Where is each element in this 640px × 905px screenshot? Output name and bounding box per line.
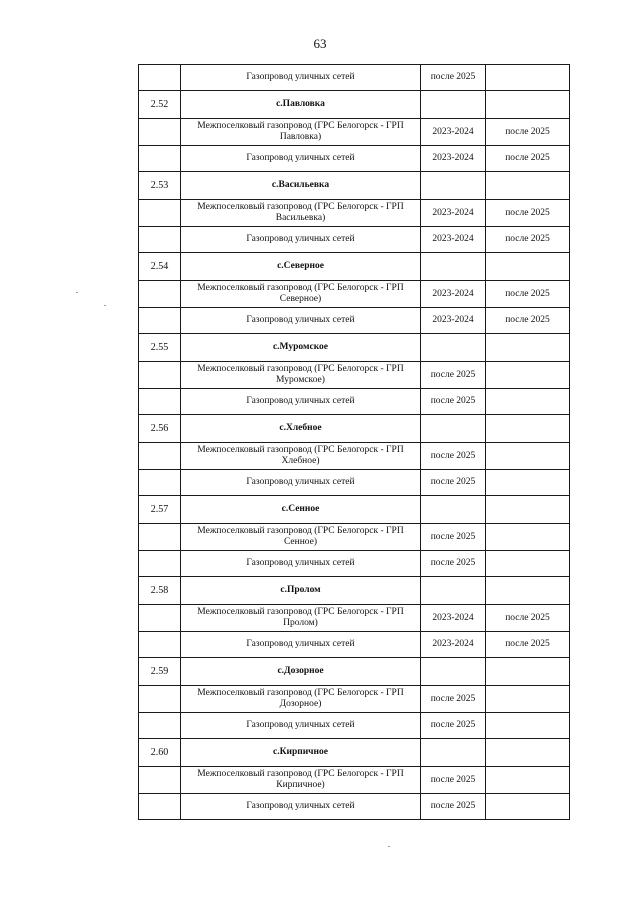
period-1-cell: после 2025 xyxy=(421,470,486,496)
period-2-cell xyxy=(486,91,570,119)
locality-name-cell: с.Васильевка xyxy=(181,172,421,200)
period-1-cell xyxy=(421,334,486,362)
pipeline-row xyxy=(139,308,570,334)
row-number-cell xyxy=(139,632,181,658)
pipeline-row xyxy=(139,551,570,577)
row-number-cell xyxy=(139,65,181,91)
pipeline-row xyxy=(139,632,570,658)
period-2-cell: после 2025 xyxy=(486,200,570,227)
period-1-cell: 2023-2024 xyxy=(421,227,486,253)
pipeline-name-cell: Газопровод уличных сетей xyxy=(181,308,421,334)
period-2-cell: после 2025 xyxy=(486,632,570,658)
row-number-cell: 2.55 xyxy=(139,334,181,362)
period-1-cell: после 2025 xyxy=(421,524,486,551)
period-2-cell xyxy=(486,470,570,496)
pipeline-name-cell: Межпоселковый газопровод (ГРС Белогорск - ГРП Сенное) xyxy=(181,524,421,551)
period-1-cell xyxy=(421,91,486,119)
period-1-cell xyxy=(421,739,486,767)
pipeline-row xyxy=(139,443,570,470)
pipeline-name-cell: Межпоселковый газопровод (ГРС Белогорск - ГРП Дозорное) xyxy=(181,686,421,713)
period-1-cell: после 2025 xyxy=(421,551,486,577)
pipeline-row xyxy=(139,146,570,172)
locality-row xyxy=(139,334,570,362)
pipeline-row xyxy=(139,470,570,496)
row-number-cell: 2.57 xyxy=(139,496,181,524)
row-number-cell xyxy=(139,227,181,253)
page-number: 63 xyxy=(313,36,327,51)
locality-row xyxy=(139,658,570,686)
period-2-cell xyxy=(486,658,570,686)
row-number-cell xyxy=(139,281,181,308)
pipeline-name-cell: Межпоселковый газопровод (ГРС Белогорск - ГРП Северное) xyxy=(181,281,421,308)
row-number-cell: 2.59 xyxy=(139,658,181,686)
period-1-cell xyxy=(421,415,486,443)
schedule-table-body xyxy=(139,65,570,820)
period-2-cell: после 2025 xyxy=(486,281,570,308)
period-1-cell: после 2025 xyxy=(421,362,486,389)
scan-speck xyxy=(388,846,390,847)
row-number-cell: 2.56 xyxy=(139,415,181,443)
locality-name-cell: с.Северное xyxy=(181,253,421,281)
row-number-cell xyxy=(139,794,181,820)
row-number-cell: 2.54 xyxy=(139,253,181,281)
period-2-cell xyxy=(486,713,570,739)
pipeline-name-cell: Газопровод уличных сетей xyxy=(181,632,421,658)
row-number-cell: 2.53 xyxy=(139,172,181,200)
pipeline-name-cell: Газопровод уличных сетей xyxy=(181,65,421,91)
locality-name-cell: с.Пролом xyxy=(181,577,421,605)
period-2-cell xyxy=(486,443,570,470)
pipeline-row xyxy=(139,362,570,389)
pipeline-row xyxy=(139,794,570,820)
period-1-cell xyxy=(421,658,486,686)
gas-pipeline-schedule-table xyxy=(138,64,570,820)
period-1-cell: 2023-2024 xyxy=(421,281,486,308)
row-number-cell xyxy=(139,146,181,172)
pipeline-name-cell: Газопровод уличных сетей xyxy=(181,551,421,577)
period-2-cell xyxy=(486,686,570,713)
row-number-cell xyxy=(139,524,181,551)
period-2-cell xyxy=(486,767,570,794)
pipeline-name-cell: Межпоселковый газопровод (ГРС Белогорск - ГРП Павловка) xyxy=(181,119,421,146)
pipeline-name-cell: Межпоселковый газопровод (ГРС Белогорск - ГРП Хлебное) xyxy=(181,443,421,470)
pipeline-name-cell: Межпоселковый газопровод (ГРС Белогорск - ГРП Васильевка) xyxy=(181,200,421,227)
row-number-cell: 2.58 xyxy=(139,577,181,605)
period-1-cell: 2023-2024 xyxy=(421,632,486,658)
pipeline-name-cell: Газопровод уличных сетей xyxy=(181,794,421,820)
pipeline-name-cell: Газопровод уличных сетей xyxy=(181,389,421,415)
row-number-cell xyxy=(139,200,181,227)
pipeline-row xyxy=(139,713,570,739)
pipeline-name-cell: Межпоселковый газопровод (ГРС Белогорск - ГРП Пролом) xyxy=(181,605,421,632)
row-number-cell: 2.52 xyxy=(139,91,181,119)
locality-name-cell: с.Хлебное xyxy=(181,415,421,443)
pipeline-row xyxy=(139,227,570,253)
locality-row xyxy=(139,91,570,119)
row-number-cell: 2.60 xyxy=(139,739,181,767)
pipeline-row xyxy=(139,686,570,713)
period-2-cell xyxy=(486,65,570,91)
period-2-cell xyxy=(486,334,570,362)
locality-row xyxy=(139,739,570,767)
locality-name-cell: с.Павловка xyxy=(181,91,421,119)
row-number-cell xyxy=(139,551,181,577)
row-number-cell xyxy=(139,767,181,794)
period-2-cell xyxy=(486,739,570,767)
period-2-cell xyxy=(486,551,570,577)
period-2-cell: после 2025 xyxy=(486,227,570,253)
period-1-cell xyxy=(421,172,486,200)
locality-name-cell: с.Муромское xyxy=(181,334,421,362)
pipeline-row xyxy=(139,524,570,551)
pipeline-name-cell: Газопровод уличных сетей xyxy=(181,713,421,739)
period-2-cell xyxy=(486,362,570,389)
locality-row xyxy=(139,253,570,281)
row-number-cell xyxy=(139,119,181,146)
period-2-cell xyxy=(486,172,570,200)
period-1-cell xyxy=(421,253,486,281)
scan-speck xyxy=(76,292,78,293)
period-1-cell: после 2025 xyxy=(421,686,486,713)
period-1-cell: после 2025 xyxy=(421,713,486,739)
period-2-cell: после 2025 xyxy=(486,146,570,172)
period-1-cell: 2023-2024 xyxy=(421,200,486,227)
pipeline-name-cell: Газопровод уличных сетей xyxy=(181,470,421,496)
period-1-cell: после 2025 xyxy=(421,767,486,794)
locality-name-cell: с.Кирпичное xyxy=(181,739,421,767)
locality-row xyxy=(139,577,570,605)
period-1-cell xyxy=(421,577,486,605)
pipeline-row xyxy=(139,767,570,794)
period-2-cell: после 2025 xyxy=(486,119,570,146)
pipeline-row xyxy=(139,65,570,91)
pipeline-row xyxy=(139,119,570,146)
period-2-cell xyxy=(486,496,570,524)
scan-speck xyxy=(104,305,106,306)
row-number-cell xyxy=(139,713,181,739)
locality-row xyxy=(139,172,570,200)
period-1-cell xyxy=(421,496,486,524)
row-number-cell xyxy=(139,389,181,415)
pipeline-row xyxy=(139,605,570,632)
period-2-cell xyxy=(486,524,570,551)
period-1-cell: после 2025 xyxy=(421,65,486,91)
period-1-cell: 2023-2024 xyxy=(421,605,486,632)
pipeline-row xyxy=(139,389,570,415)
period-1-cell: после 2025 xyxy=(421,794,486,820)
period-1-cell: 2023-2024 xyxy=(421,119,486,146)
pipeline-row xyxy=(139,281,570,308)
row-number-cell xyxy=(139,443,181,470)
locality-row xyxy=(139,415,570,443)
row-number-cell xyxy=(139,308,181,334)
pipeline-row xyxy=(139,200,570,227)
period-2-cell xyxy=(486,253,570,281)
locality-name-cell: с.Дозорное xyxy=(181,658,421,686)
period-2-cell xyxy=(486,577,570,605)
row-number-cell xyxy=(139,470,181,496)
period-2-cell xyxy=(486,415,570,443)
period-1-cell: 2023-2024 xyxy=(421,146,486,172)
row-number-cell xyxy=(139,686,181,713)
period-2-cell xyxy=(486,794,570,820)
locality-row xyxy=(139,496,570,524)
locality-name-cell: с.Сенное xyxy=(181,496,421,524)
pipeline-name-cell: Межпоселковый газопровод (ГРС Белогорск - ГРП Кирпичное) xyxy=(181,767,421,794)
pipeline-name-cell: Газопровод уличных сетей xyxy=(181,227,421,253)
period-1-cell: после 2025 xyxy=(421,389,486,415)
row-number-cell xyxy=(139,362,181,389)
period-2-cell: после 2025 xyxy=(486,308,570,334)
period-2-cell: после 2025 xyxy=(486,605,570,632)
pipeline-name-cell: Межпоселковый газопровод (ГРС Белогорск - ГРП Муромское) xyxy=(181,362,421,389)
period-1-cell: после 2025 xyxy=(421,443,486,470)
period-2-cell xyxy=(486,389,570,415)
period-1-cell: 2023-2024 xyxy=(421,308,486,334)
row-number-cell xyxy=(139,605,181,632)
pipeline-name-cell: Газопровод уличных сетей xyxy=(181,146,421,172)
